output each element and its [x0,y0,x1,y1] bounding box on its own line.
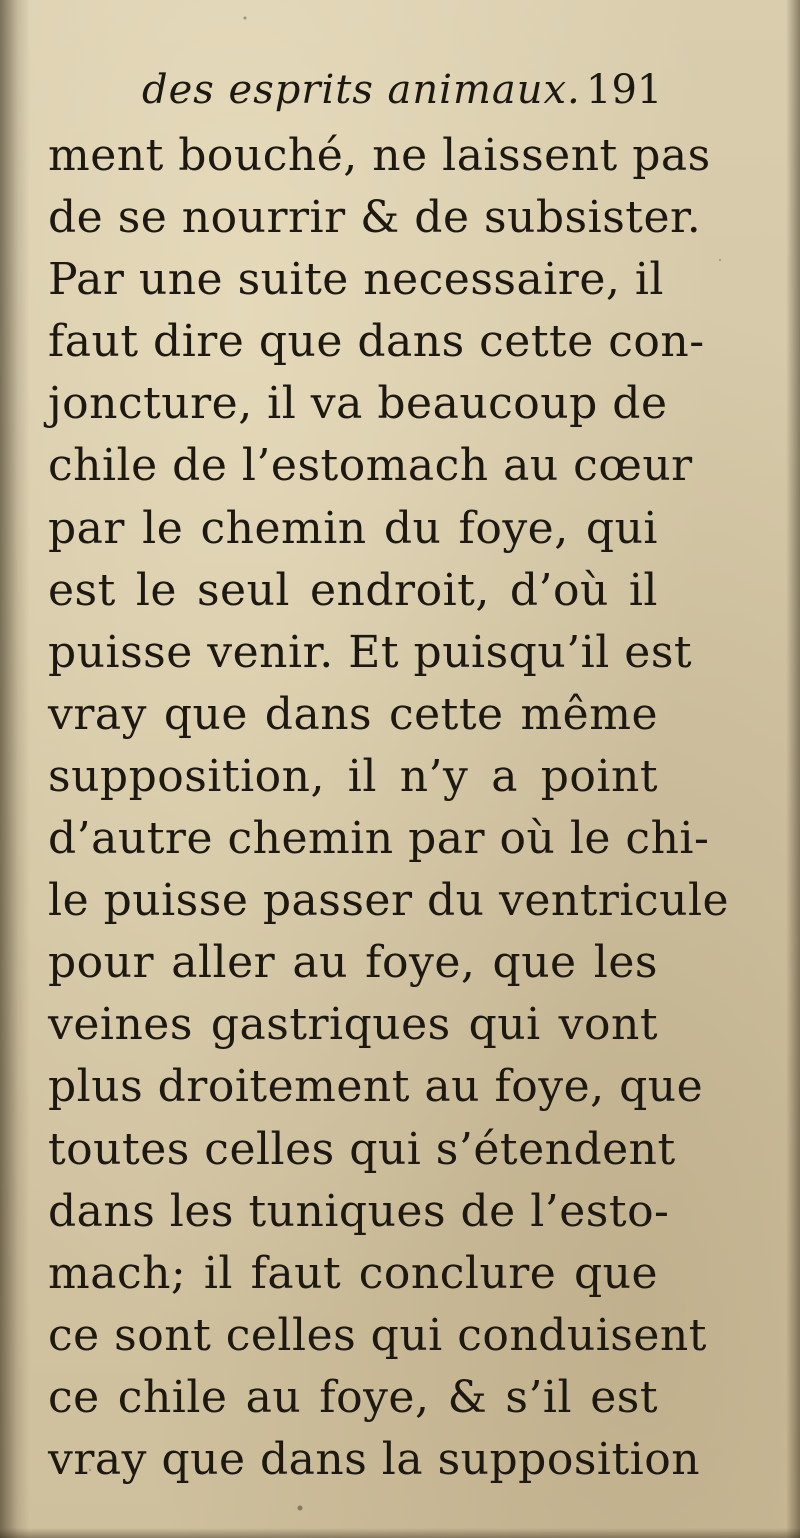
text-line: puisse venir. Et puisqu’il est [48,626,693,678]
text-line: joncture, il va beaucoup de [48,378,668,430]
text-line: plus droitement au foye, que [48,1061,704,1113]
text-line: supposition, il n’y a point [48,750,658,802]
text-line: ce chile au foye, & s’il est [48,1371,658,1423]
text-line: chile de l’estomach au cœur [48,440,693,492]
text-line: mach; il faut conclure que [48,1247,658,1299]
text-line: dans les tuniques de l’esto- [48,1185,670,1237]
page-number: 191 [586,67,663,113]
text-line: de se nourrir & de subsister. [48,192,702,244]
text-line: veines gastriques qui vont [48,999,658,1051]
text-line: faut dire que dans cette con- [48,316,705,368]
text-line: le puisse passer du ventricule [48,875,730,927]
text-line: Par une suite necessaire, il [48,254,664,306]
text-line: pour aller au foye, que les [48,937,658,989]
text-line: par le chemin du foye, qui [48,502,658,554]
text-line: ce sont celles qui conduisent [48,1309,707,1361]
text-line: toutes celles qui s’étendent [48,1123,676,1175]
running-title: des esprits animaux. [142,67,581,113]
text-line: ment bouché, ne laissent pas [48,130,711,181]
text-line: d’autre chemin par où le chi- [48,813,710,865]
text-line: vray que dans cette même [48,688,658,740]
text-line: est le seul endroit, d’où il [48,564,658,616]
text-line: vray que dans la supposition [48,1433,701,1485]
